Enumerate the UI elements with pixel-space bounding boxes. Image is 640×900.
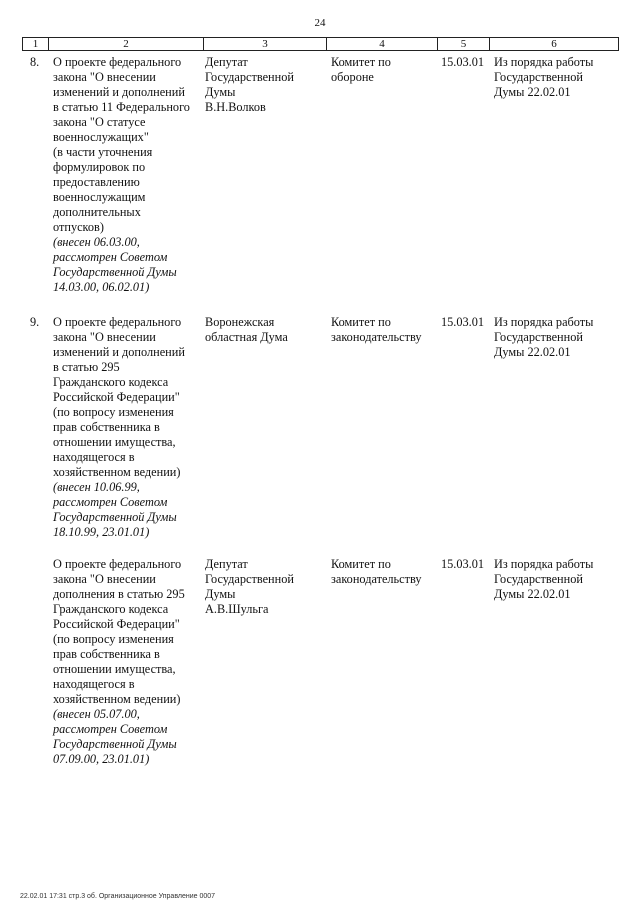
bill-title-line: отношении имущества, — [53, 435, 176, 449]
bill-title-line: О проекте федерального — [53, 55, 182, 69]
bill-title-line: формулировок по — [53, 160, 146, 174]
agenda-source — [494, 557, 614, 602]
committee-line: Комитет по — [331, 557, 391, 571]
agenda-source-line: Думы 22.02.01 — [494, 587, 571, 601]
bill-title-line: отношении имущества, — [53, 662, 176, 676]
bill-title-line: (в части уточнения — [53, 145, 153, 159]
bill-title-line: Гражданского кодекса — [53, 375, 169, 389]
agenda-source-line: Государственной — [494, 572, 583, 586]
bill-note-line: Государственной Думы — [53, 510, 177, 524]
bill-title-line: (по вопросу изменения — [53, 632, 174, 646]
bill-author-line: В.Н.Волков — [205, 100, 266, 114]
bill-title-line: предоставлению — [53, 175, 140, 189]
bill-title-line: О проекте федерального — [53, 315, 182, 329]
agenda-source — [494, 55, 614, 100]
bill-title-line: закона "О внесении — [53, 330, 156, 344]
bill-author-line: Государственной — [205, 572, 294, 586]
bill-note-line: Государственной Думы — [53, 265, 177, 279]
bill-title-line: изменений и дополнений — [53, 345, 185, 359]
agenda-source — [494, 315, 614, 360]
column-header-5: 5 — [438, 38, 490, 51]
bill-author-line: Думы — [205, 587, 236, 601]
bill-title-line: закона "О статусе — [53, 115, 146, 129]
bill-author-line: Воронежская — [205, 315, 275, 329]
bill-title-line: закона "О внесении — [53, 572, 156, 586]
agenda-source-line: Из порядка работы — [494, 315, 594, 329]
bill-note-line: рассмотрен Советом — [53, 495, 168, 509]
bill-title-line: О проекте федерального — [53, 557, 182, 571]
bill-title-line: прав собственника в — [53, 647, 160, 661]
bill-note-line: (внесен 06.03.00, — [53, 235, 140, 249]
row-number: 8. — [30, 55, 40, 69]
bill-author-line: Депутат — [205, 557, 248, 571]
agenda-source-line: Государственной — [494, 330, 583, 344]
row-number: 9. — [30, 315, 40, 329]
agenda-source-line: Государственной — [494, 70, 583, 84]
bill-title — [53, 315, 203, 540]
bill-author — [205, 55, 320, 115]
column-header-2: 2 — [49, 38, 204, 51]
column-header-3: 3 — [204, 38, 327, 51]
bill-title-line: военнослужащим — [53, 190, 146, 204]
column-header-4: 4 — [327, 38, 438, 51]
bill-note-line: 07.09.00, 23.01.01) — [53, 752, 150, 766]
column-header-row — [22, 37, 619, 51]
bill-note-line: 14.03.00, 06.02.01) — [53, 280, 150, 294]
fax-footer: 22.02.01 17:31 стр.3 об. Организационное Управление 0007 — [20, 893, 216, 900]
bill-author-line: А.В.Шульга — [205, 602, 269, 616]
bill-title-line: находящегося в — [53, 450, 135, 464]
bill-title — [53, 55, 203, 295]
bill-author — [205, 315, 320, 345]
date: 15.03.01 — [441, 557, 485, 571]
agenda-source-line: Из порядка работы — [494, 557, 594, 571]
bill-title-line: закона "О внесении — [53, 70, 156, 84]
bill-title-line: Российской Федерации" — [53, 390, 180, 404]
bill-title-line: прав собственника в — [53, 420, 160, 434]
bill-title-line: хозяйственном ведении) — [53, 692, 181, 706]
bill-title-line: в статью 11 Федерального — [53, 100, 190, 114]
committee-line: Комитет по — [331, 315, 391, 329]
committee-line: законодательству — [331, 330, 422, 344]
bill-author-line: Государственной — [205, 70, 294, 84]
bill-note-line: (внесен 10.06.99, — [53, 480, 140, 494]
bill-note-line: 18.10.99, 23.01.01) — [53, 525, 150, 539]
bill-title-line: хозяйственном ведении) — [53, 465, 181, 479]
bill-title-line: дополнительных — [53, 205, 141, 219]
column-header-1: 1 — [23, 38, 49, 51]
bill-author-line: областная Дума — [205, 330, 288, 344]
bill-title-line: в статью 295 — [53, 360, 120, 374]
bill-note-line: рассмотрен Советом — [53, 722, 168, 736]
committee — [331, 315, 436, 345]
committee-line: законодательству — [331, 572, 422, 586]
committee-line: обороне — [331, 70, 374, 84]
agenda-source-line: Из порядка работы — [494, 55, 594, 69]
bill-author-line: Думы — [205, 85, 236, 99]
agenda-source-line: Думы 22.02.01 — [494, 85, 571, 99]
committee-line: Комитет по — [331, 55, 391, 69]
bill-title-line: (по вопросу изменения — [53, 405, 174, 419]
bill-note-line: Государственной Думы — [53, 737, 177, 751]
bill-title-line: Гражданского кодекса — [53, 602, 169, 616]
column-header-6: 6 — [490, 38, 619, 51]
bill-title-line: изменений и дополнений — [53, 85, 185, 99]
bill-author-line: Депутат — [205, 55, 248, 69]
bill-title — [53, 557, 203, 767]
bill-title-line: военнослужащих" — [53, 130, 149, 144]
bill-title-line: отпусков) — [53, 220, 104, 234]
date: 15.03.01 — [441, 315, 485, 329]
bill-title-line: находящегося в — [53, 677, 135, 691]
page-number: 24 — [314, 17, 326, 29]
bill-title-line: дополнения в статью 295 — [53, 587, 185, 601]
agenda-source-line: Думы 22.02.01 — [494, 345, 571, 359]
bill-note-line: рассмотрен Советом — [53, 250, 168, 264]
committee — [331, 557, 436, 587]
bill-title-line: Российской Федерации" — [53, 617, 180, 631]
date: 15.03.01 — [441, 55, 485, 69]
bill-note-line: (внесен 05.07.00, — [53, 707, 140, 721]
bill-author — [205, 557, 320, 617]
committee — [331, 55, 436, 85]
